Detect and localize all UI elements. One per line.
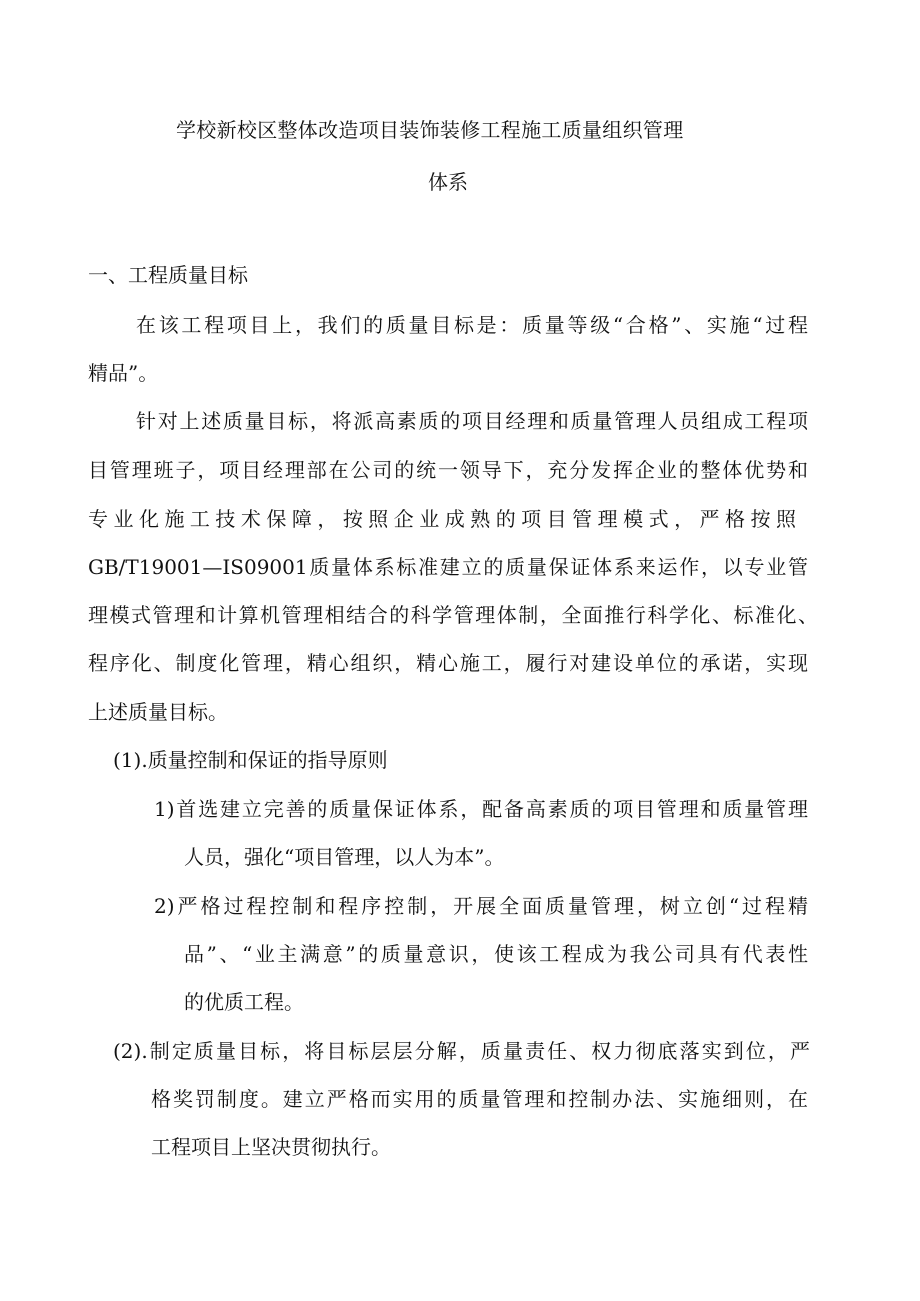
list-item-line: 2)严格过程控制和程序控制，开展全面质量管理，树立创“过程精 (154, 894, 808, 918)
subsection-line: 格奖罚制度。建立严格而实用的质量管理和控制办法、实施细则，在 (151, 1087, 808, 1111)
paragraph-line: 专业化施工技术保障，按照企业成熟的项目管理模式，严格按照 (88, 507, 796, 531)
paragraph-line: 精品”。 (88, 361, 159, 385)
list-item-line: 品”、“业主满意”的质量意识，使该工程成为我公司具有代表性 (184, 942, 808, 966)
list-item-line: 1)首选建立完善的质量保证体系，配备高素质的项目管理和质量管理 (154, 797, 808, 821)
paragraph-line: 目管理班子，项目经理部在公司的统一领导下，充分发挥企业的整体优势和 (88, 458, 808, 482)
list-item-line: 的优质工程。 (184, 990, 304, 1014)
subsection-line: (2).制定质量目标，将目标层层分解，质量责任、权力彻底落实到位，严 (113, 1039, 810, 1063)
paragraph-line: GB/T19001—IS09001质量体系标准建立的质量保证体系来运作，以专业管 (88, 555, 808, 579)
paragraph-line: 理模式管理和计算机管理相结合的科学管理体制，全面推行科学化、标准化、 (88, 603, 818, 627)
paragraph-line: 上述质量目标。 (88, 700, 228, 724)
section-heading: 一、工程质量目标 (88, 263, 248, 287)
subsection-line: 工程项目上坚决贯彻执行。 (151, 1135, 391, 1159)
document-title-line1: 学校新校区整体改造项目装饰装修工程施工质量组织管理 (176, 118, 684, 142)
document-title-line2: 体系 (428, 170, 468, 194)
subsection-heading: (1).质量控制和保证的指导原则 (113, 748, 388, 772)
paragraph-line: 在该工程项目上，我们的质量目标是：质量等级“合格”、实施“过程 (136, 313, 808, 337)
paragraph-line: 针对上述质量目标，将派高素质的项目经理和质量管理人员组成工程项 (136, 409, 808, 433)
list-item-line: 人员，强化“项目管理，以人为本”。 (184, 845, 505, 869)
paragraph-line: 程序化、制度化管理，精心组织，精心施工，履行对建设单位的承诺，实现 (88, 651, 808, 675)
